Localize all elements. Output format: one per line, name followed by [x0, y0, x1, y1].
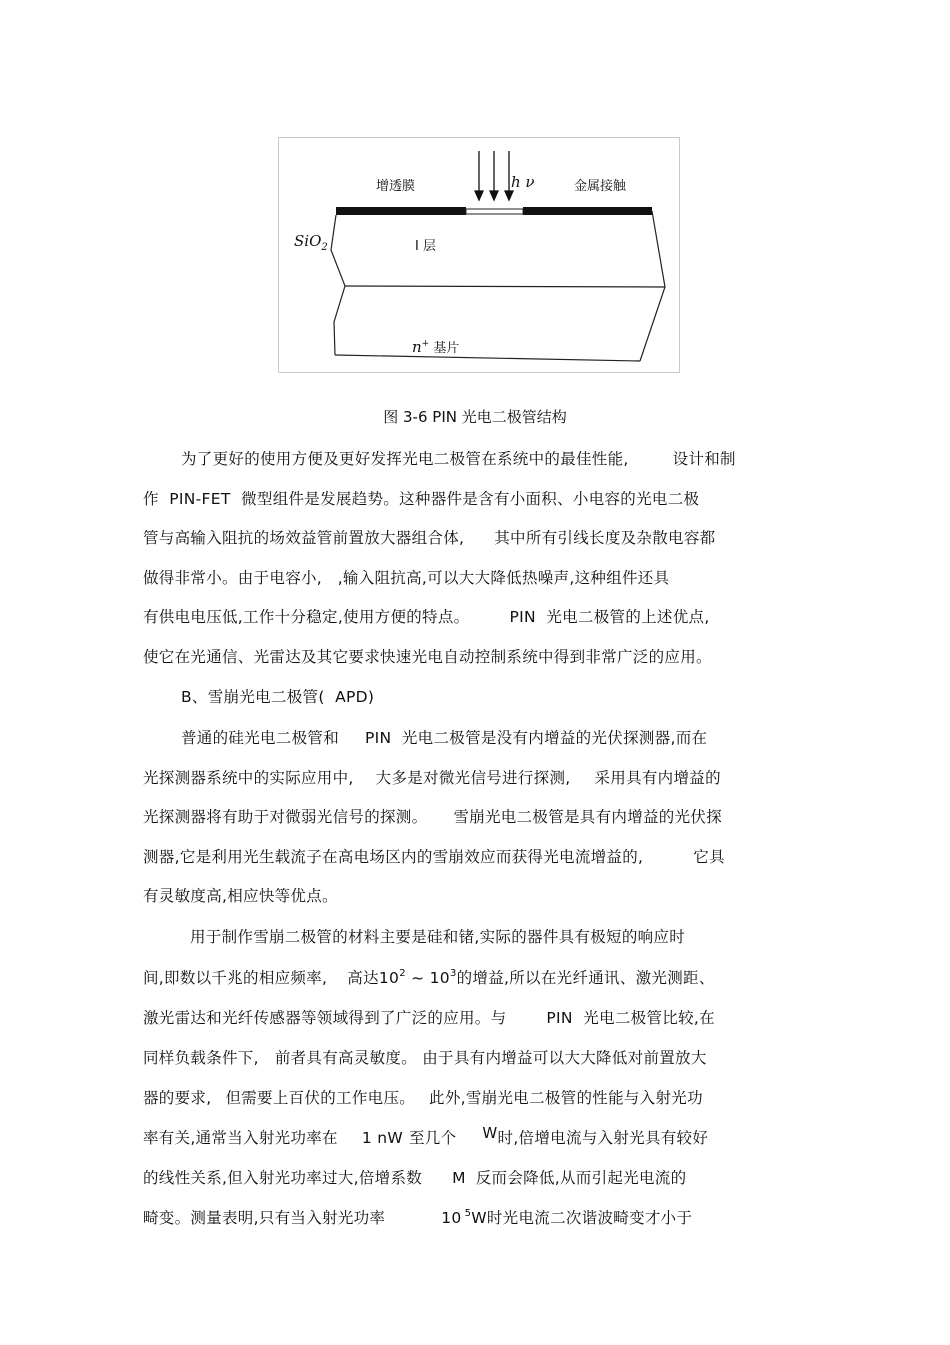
label-sio2: SiO$_2$: [294, 232, 328, 253]
label-metal-contact: 金属接触: [574, 179, 627, 194]
label-n-plus-substrate: n+ 基片: [412, 338, 460, 356]
pin-structure-figure: [278, 137, 680, 373]
label-antireflection-film: 增透膜: [376, 179, 416, 194]
text-line: 测器,它是利用光生载流子在高电场区内的雪崩效应而获得光电流增益的, 它具: [143, 848, 725, 866]
text-line: 作 PIN-FET 微型组件是发展趋势。这种器件是含有小面积、小电容的光电二极: [143, 490, 700, 508]
text-line: 为了更好的使用方便及更好发挥光电二极管在系统中的最佳性能, 设计和制: [181, 450, 736, 468]
antireflection-film: [466, 209, 523, 214]
metal-contact-right: [523, 207, 652, 215]
text-line: 做得非常小。由于电容小, ,输入阻抗高,可以大大降低热噪声,这种组件还具: [143, 569, 670, 587]
section-heading: B、雪崩光电二极管( APD): [181, 688, 375, 706]
device-left-edge: [331, 215, 345, 355]
text-line: 有供电电压低,工作十分稳定,使用方便的特点。 PIN 光电二极管的上述优点,: [143, 608, 710, 626]
text-line: 普通的硅光电二极管和 PIN 光电二极管是没有内增益的光伏探测器,而在: [181, 729, 708, 747]
text-line: 的线性关系,但入射光功率过大,倍增系数 M 反而会降低,从而引起光电流的: [143, 1169, 687, 1187]
text-line: 使它在光通信、光雷达及其它要求快速光电自动控制系统中得到非常广泛的应用。: [143, 648, 712, 666]
figure-caption: 图 3-6 PIN 光电二极管结构: [383, 408, 567, 426]
text-line: 率有关,通常当入射光功率在 1 nW 至几个 W时,倍增电流与入射光具有较好: [143, 1124, 709, 1147]
text-line: 光探测器系统中的实际应用中, 大多是对微光信号进行探测, 采用具有内增益的: [143, 769, 721, 787]
metal-contact-left: [336, 207, 466, 215]
text-line: 用于制作雪崩二极管的材料主要是硅和锗,实际的器件具有极短的响应时: [190, 928, 686, 946]
text-line: 光探测器将有助于对微弱光信号的探测。 雪崩光电二极管是具有内增益的光伏探: [143, 808, 723, 826]
text-line: 管与高输入阻抗的场效益管前置放大器组合体, 其中所有引线长度及杂散电容都: [143, 529, 716, 547]
pin-structure-diagram: [279, 138, 679, 372]
text-line: 器的要求, 但需要上百伏的工作电压。 此外,雪崩光电二极管的性能与入射光功: [143, 1089, 703, 1107]
text-line: 有灵敏度高,相应快等优点。: [143, 887, 338, 905]
layer-boundary: [345, 286, 665, 287]
label-i-layer: I 层: [415, 239, 436, 254]
incident-light-arrows: [475, 151, 513, 200]
text-line: 同样负载条件下, 前者具有高灵敏度。 由于具有内增益可以大大降低对前置放大: [143, 1049, 707, 1067]
text-line: 激光雷达和光纤传感器等领域得到了广泛的应用。与 PIN 光电二极管比较,在: [143, 1009, 715, 1027]
device-bottom-edge: [335, 355, 640, 361]
text-line: 畸变。测量表明,只有当入射光功率 10 $^5$W时光电流二次谐波畸变才小于: [143, 1208, 693, 1227]
device-right-edge: [640, 211, 665, 361]
label-photon-energy: h ν: [511, 173, 535, 191]
text-line: 间,即数以千兆的相应频率, 高达$10^2$ ~ $10^3$的增益,所以在光纤通讯、激光测距、: [143, 968, 715, 987]
